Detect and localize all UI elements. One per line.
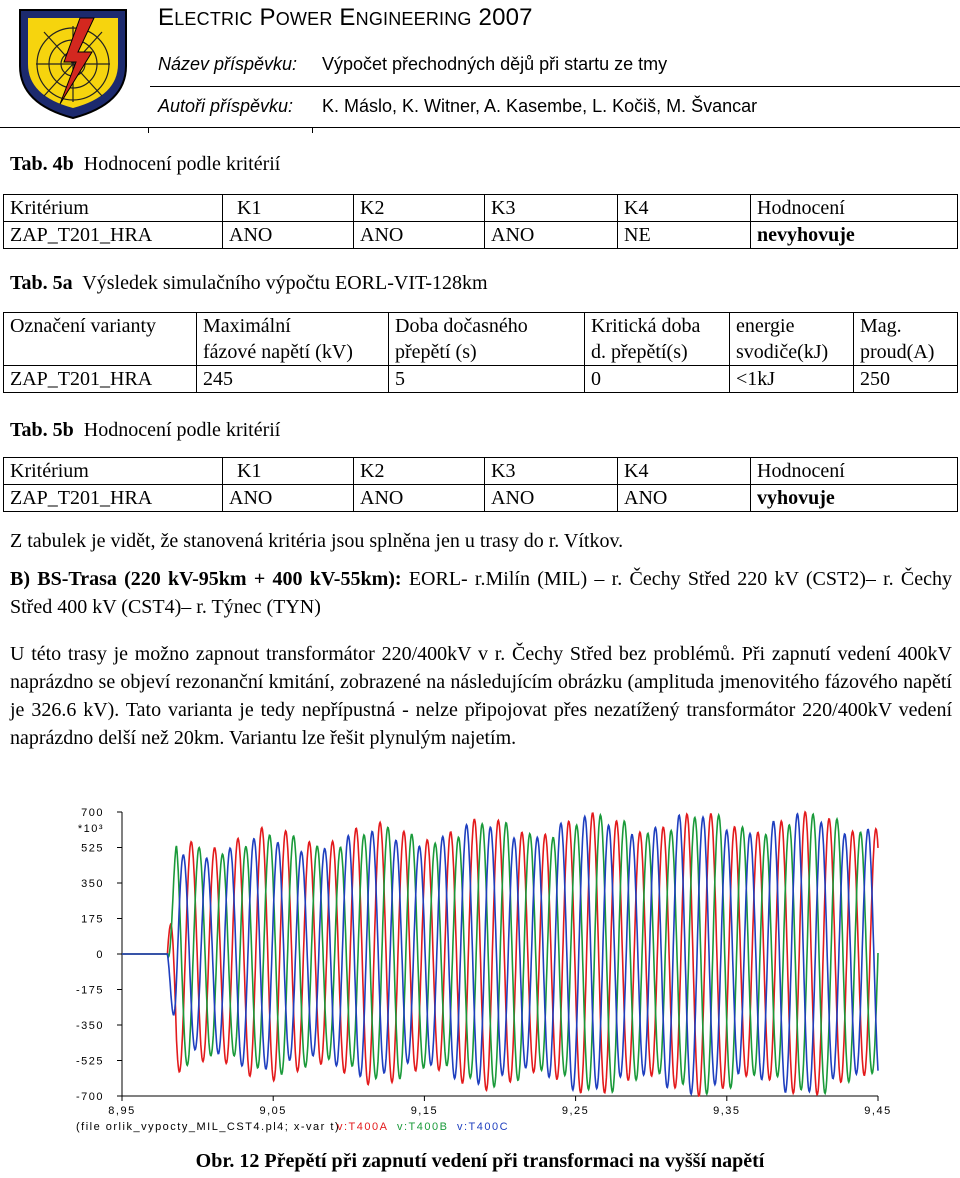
paper-label: Název příspěvku: [158, 54, 298, 74]
table-cell: Označení varianty [4, 313, 197, 366]
table-header-row [4, 195, 958, 222]
table-cell: ANO [354, 222, 485, 249]
tab5a-table [3, 312, 958, 393]
table-cell: ANO [223, 485, 354, 512]
table-header-row [4, 313, 958, 366]
table-cell: ANO [618, 485, 751, 512]
table-row [4, 485, 958, 512]
table-cell: Hodnocení [751, 458, 958, 485]
table-cell: K3 [485, 458, 618, 485]
y-tick-label: -525 [75, 1055, 104, 1068]
table-cell: K4 [618, 195, 751, 222]
table-cell: K1 [223, 458, 354, 485]
table-cell: 5 [389, 366, 585, 393]
x-tick-label: 9,15 [410, 1105, 439, 1117]
authors-label: Autoři příspěvku: [158, 96, 294, 116]
x-tick-label: 9,45 [864, 1105, 892, 1117]
paragraph-route-b-analysis: U této trasy je možno zapnout transformátor 220/400kV v r. Čechy Střed bez problémů. Při zapnutí vedení 400kV naprázdno se objeví rezonanční kmitání, zobrazené na následujícím obrázku (amplituda jmenovitého fázového napětí je 326.6 kV). Tato varianta je tedy nepřípustná - nelze připojovat přes nezatížený transformátor 220/400kV vedení naprázdno delší než 20km. Variantu lze řešit plynulým najetím. [10, 643, 952, 749]
table-cell: K2 [354, 458, 485, 485]
tab5b-caption: Tab. 5b Hodnocení podle kritérií [10, 419, 281, 441]
authors: K. Máslo, K. Witner, A. Kasembe, L. Kočiš, M. Švancar [322, 96, 758, 116]
table-cell: ANO [223, 222, 354, 249]
tab5a-caption: Tab. 5a Výsledek simulačního výpočtu EORL-VIT-128km [10, 272, 488, 294]
x-tick-label: 8,95 [108, 1105, 136, 1117]
y-tick-label: -175 [75, 984, 104, 997]
table-cell: K1 [223, 195, 354, 222]
table-cell: ANO [485, 485, 618, 512]
table-cell: 0 [585, 366, 730, 393]
table-cell: 245 [197, 366, 389, 393]
table-cell: energie svodiče(kJ) [730, 313, 854, 366]
paragraph-route-b: B) BS-Trasa (220 kV-95km + 400 kV-55km): EORL- r.Milín (MIL) – r. Čechy Střed 220 kV (CST2)– r. Čechy Střed 400 kV (CST4)– r. Týnec (TYN) [10, 568, 953, 618]
table-cell: K3 [485, 195, 618, 222]
table-cell: ANO [485, 222, 618, 249]
table-cell: ZAP_T201_HRA [4, 222, 223, 249]
paper-title: Výpočet přechodných dějů při startu ze tmy [322, 54, 668, 74]
tab4b-caption: Tab. 4b Hodnocení podle kritérií [10, 153, 281, 175]
table-row [4, 222, 958, 249]
x-tick-label: 9,35 [713, 1105, 741, 1117]
table-cell: Kritická doba d. přepětí(s) [585, 313, 730, 366]
table-header-row [4, 458, 958, 485]
table-row [4, 366, 958, 393]
table-cell: ANO [354, 485, 485, 512]
overvoltage-chart [0, 800, 960, 1140]
table-cell: Kritérium [4, 458, 223, 485]
table-cell: 250 [854, 366, 958, 393]
paragraph-conclusion: Z tabulek je vidět, že stanovená kritéria jsou splněna jen u trasy do r. Vítkov. [10, 530, 624, 552]
y-tick-label: 700 [81, 807, 104, 819]
table-cell: Kritérium [4, 195, 223, 222]
table-cell: ZAP_T201_HRA [4, 366, 197, 393]
legend-entry: v:T400B [397, 1121, 449, 1133]
table-cell: Doba dočasného přepětí (s) [389, 313, 585, 366]
table-cell: K4 [618, 458, 751, 485]
table-cell: Maximální fázové napětí (kV) [197, 313, 389, 366]
x-tick-label: 9,25 [561, 1105, 590, 1117]
y-multiplier-label: *10³ [77, 823, 104, 835]
x-tick-label: 9,05 [259, 1105, 287, 1117]
tab4b-table [3, 194, 958, 249]
table-cell: Mag. proud(A) [854, 313, 958, 366]
tab5b-table [3, 457, 958, 512]
y-tick-label: 525 [81, 842, 104, 855]
y-tick-label: 0 [96, 949, 104, 961]
table-cell: NE [618, 222, 751, 249]
figure-caption: Obr. 12 Přepětí při zapnutí vedení při transformaci na vyšší napětí [195, 1150, 765, 1172]
table-cell: K2 [354, 195, 485, 222]
header-bottom-rule [0, 127, 960, 128]
table-cell: vyhovuje [751, 485, 958, 512]
chart-file-label: (file orlik_vypocty_MIL_CST4.pl4; x-var t) [76, 1121, 341, 1133]
legend-entry: v:T400A [337, 1121, 389, 1133]
y-tick-label: 175 [81, 913, 104, 926]
y-tick-label: 350 [81, 878, 104, 890]
table-cell: Hodnocení [751, 195, 958, 222]
conference-title: ELECTRIC POWER ENGINEERING 2007 [158, 4, 533, 31]
table-cell: <1kJ [730, 366, 854, 393]
y-tick-label: -700 [75, 1091, 104, 1103]
table-cell: nevyhovuje [751, 222, 958, 249]
header-rule [150, 86, 960, 87]
header-tick [148, 127, 149, 133]
header-tick [312, 127, 313, 133]
table-cell: ZAP_T201_HRA [4, 485, 223, 512]
conference-logo [14, 4, 132, 122]
legend-entry: v:T400C [457, 1121, 510, 1133]
y-tick-label: -350 [75, 1020, 104, 1032]
